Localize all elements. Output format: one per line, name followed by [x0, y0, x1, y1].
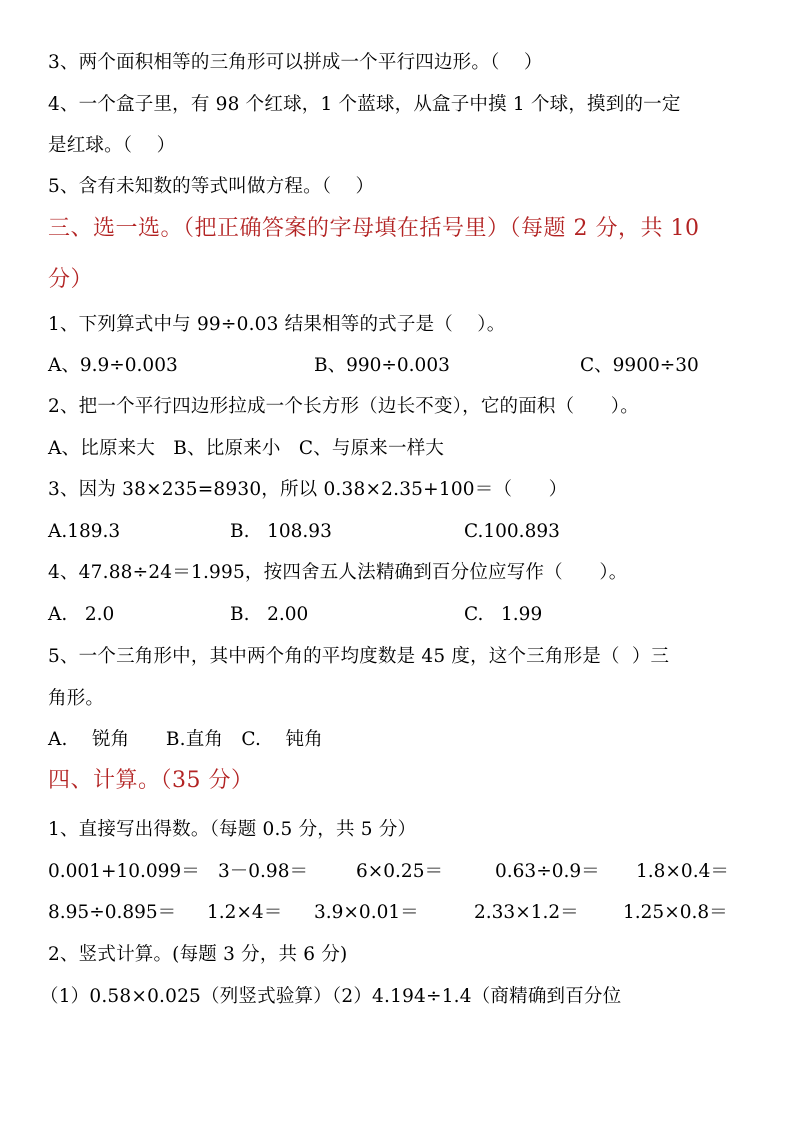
- choice-1-option-c: C、9900÷30: [580, 355, 699, 376]
- calc-item: 8.95÷0.895＝: [48, 902, 177, 923]
- calc-item: 1.25×0.8＝: [623, 902, 728, 923]
- choice-question-2: 2、把一个平行四边形拉成一个长方形（边长不变），它的面积（ ）。: [48, 396, 639, 417]
- choice-3-option-c: C.100.893: [464, 521, 560, 542]
- judge-question-4-line-2: 是红球。（ ）: [48, 135, 176, 156]
- choice-question-5-line-2: 角形。: [48, 688, 105, 709]
- calc-item: 2.33×1.2＝: [474, 902, 579, 923]
- section-3-title-line-1: 三、选一选。（把正确答案的字母填在括号里）（每题 2 分，共 10: [48, 216, 700, 241]
- calc-item: 3－0.98＝: [218, 861, 308, 882]
- choice-question-1: 1、下列算式中与 99÷0.03 结果相等的式子是（ ）。: [48, 314, 506, 335]
- calc-item: 0.63÷0.9＝: [495, 861, 600, 882]
- judge-question-3: 3、两个面积相等的三角形可以拼成一个平行四边形。（ ）: [48, 52, 543, 73]
- choice-2-options: A、比原来大 B、比原来小 C、与原来一样大: [48, 438, 445, 459]
- calc-item: 1.8×0.4＝: [636, 861, 729, 882]
- choice-1-option-b: B、990÷0.003: [314, 355, 450, 376]
- section-4-title: 四、计算。（35 分）: [48, 768, 254, 793]
- calc-sub-2: 2、竖式计算。(每题 3 分，共 6 分): [48, 944, 348, 965]
- judge-question-5: 5、含有未知数的等式叫做方程。（ ）: [48, 176, 375, 197]
- choice-question-5-line-1: 5、一个三角形中，其中两个角的平均度数是 45 度，这个三角形是（ ）三: [48, 646, 670, 667]
- calc-item: 3.9×0.01＝: [314, 902, 419, 923]
- judge-question-4-line-1: 4、一个盒子里，有 98 个红球，1 个蓝球，从盒子中摸 1 个球，摸到的一定: [48, 94, 681, 115]
- choice-question-4: 4、47.88÷24＝1.995，按四舍五人法精确到百分位应写作（ ）。: [48, 562, 628, 583]
- choice-3-option-b: B. 108.93: [230, 521, 332, 542]
- choice-5-options: A. 锐角 B.直角 C. 钝角: [48, 729, 323, 750]
- calc-item: 0.001+10.099＝: [48, 861, 200, 882]
- section-3-title-line-2: 分）: [48, 267, 94, 292]
- choice-1-option-a: A、9.9÷0.003: [48, 355, 178, 376]
- choice-4-option-c: C. 1.99: [464, 604, 543, 625]
- calc-sub-2-items: （1）0.58×0.025（列竖式验算）（2）4.194÷1.4（商精确到百分位: [40, 986, 622, 1007]
- calc-sub-1: 1、直接写出得数。（每题 0.5 分，共 5 分）: [48, 819, 417, 840]
- choice-3-option-a: A.189.3: [48, 521, 121, 542]
- calc-item: 6×0.25＝: [356, 861, 443, 882]
- calc-item: 1.2×4＝: [207, 902, 283, 923]
- choice-4-option-b: B. 2.00: [230, 604, 309, 625]
- choice-question-3: 3、因为 38×235=8930，所以 0.38×2.35+100＝（ ）: [48, 479, 568, 500]
- choice-4-option-a: A. 2.0: [48, 604, 115, 625]
